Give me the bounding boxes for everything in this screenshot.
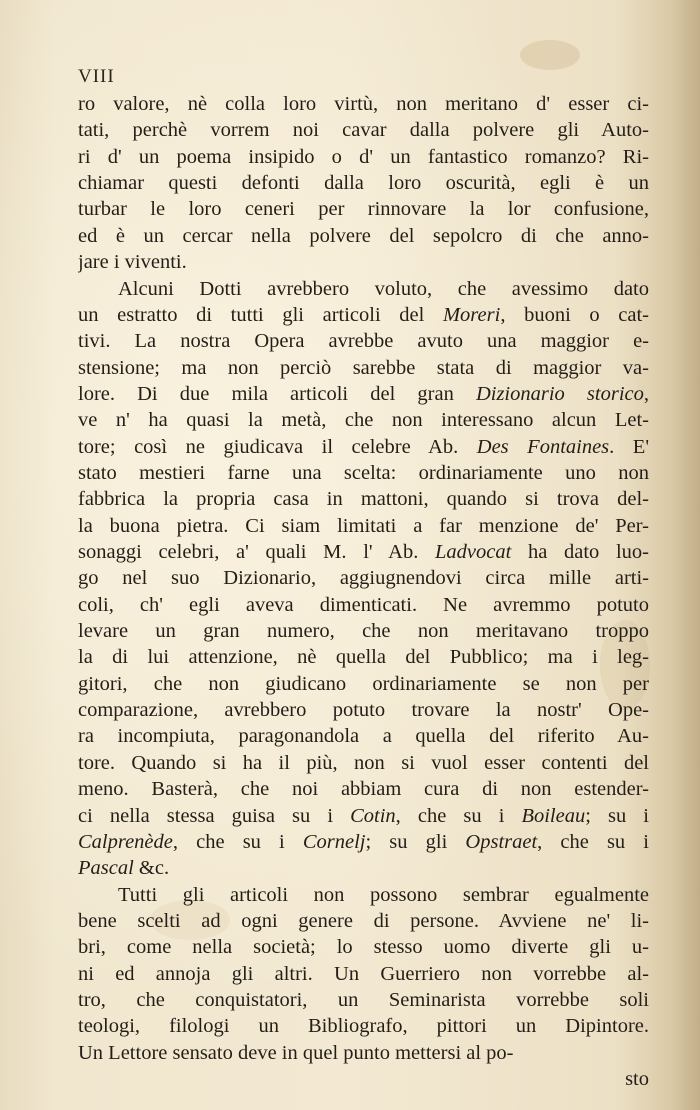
text-line: sonaggi celebri, a' quali M. l' Ab. Ladvocat ha dato luo-: [78, 541, 649, 563]
text-line: tati, perchè vorrem noi cavar dalla polvere gli Auto-: [78, 119, 649, 142]
text-line: teologi, filologi un Bibliografo, pittori un Dipintore.: [78, 1015, 649, 1038]
text-line: meno. Basterà, che noi abbiam cura di non estender-: [78, 778, 649, 801]
text-line: stensione; ma non perciò sarebbe stata di maggior va-: [78, 356, 649, 379]
catchword: sto: [625, 1068, 649, 1090]
text-line: go nel suo Dizionario, aggiugnendovi circa mille arti-: [78, 567, 649, 590]
text-line: ni ed annoja gli altri. Un Guerriero non vorrebbe al-: [78, 962, 649, 985]
text-line: ve n' ha quasi la metà, che non interessano alcun Let-: [78, 409, 649, 432]
text-line: lore. Di due mila articoli del gran Dizionario storico,: [78, 382, 649, 405]
text-line: gitori, che non giudicano ordinariamente se non per: [78, 672, 649, 695]
text-line: ro valore, nè colla loro virtù, non meritano d' esser ci-: [78, 93, 649, 115]
text-line: ri d' un poema insipido o d' un fantastico romanzo? Ri-: [78, 145, 649, 168]
text-line: tro, che conquistatori, un Seminarista vorrebbe soli: [78, 988, 649, 1011]
text-line: turbar le loro ceneri per rinnovare la lor confusione,: [78, 198, 649, 221]
text-line: tore. Quando si ha il più, non si vuol esser contenti del: [78, 751, 649, 774]
text-line: ci nella stessa guisa su i Cotin, che su i Boileau; su i: [78, 804, 649, 827]
text-line: comparazione, avrebbero potuto trovare la nostr' Ope-: [78, 699, 649, 722]
text-line: la di lui attenzione, nè quella del Pubblico; ma i leg-: [78, 646, 649, 669]
text-line: bri, come nella società; lo stesso uomo diverte gli u-: [78, 936, 649, 959]
text-line: Alcuni Dotti avrebbero voluto, che avessimo dato: [118, 277, 649, 300]
page-number: VIII: [78, 66, 115, 87]
text-line: chiamar questi defonti dalla loro oscurità, egli è un: [78, 172, 649, 195]
text-line: ra incompiuta, paragonandola a quella del riferito Au-: [78, 725, 649, 748]
text-line: stato mestieri farne una scelta: ordinariamente uno non: [78, 461, 649, 484]
text-line: Tutti gli articoli non possono sembrar egualmente: [118, 883, 649, 906]
text-line: levare un gran numero, che non meritavano troppo: [78, 620, 649, 642]
text-line: bene scelti ad ogni genere di persone. Avviene ne' li-: [78, 909, 649, 932]
text-line: coli, ch' egli aveva dimenticati. Ne avremmo potuto: [78, 593, 649, 616]
text-line: Pascal &c.: [78, 857, 170, 880]
text-line: tore; così ne giudicava il celebre Ab. Des Fontaines. E': [78, 435, 649, 458]
text-line: jare i viventi.: [78, 251, 187, 274]
text-line: tivi. La nostra Opera avrebbe avuto una maggior e-: [78, 330, 649, 353]
text-line: fabbrica la propria casa in mattoni, quando si trova del-: [78, 488, 649, 511]
text-line: Calprenède, che su i Cornelj; su gli Opstraet, che su i: [78, 830, 649, 853]
paper-stain: [520, 40, 580, 70]
text-line: Un Lettore sensato deve in quel punto mettersi al po-: [78, 1041, 514, 1064]
text-line: ed è un cercar nella polvere del sepolcro di che anno-: [78, 224, 649, 247]
text-line: un estratto di tutti gli articoli del Moreri, buoni o cat-: [78, 303, 649, 326]
text-line: la buona pietra. Ci siam limitati a far menzione de' Per-: [78, 514, 649, 537]
